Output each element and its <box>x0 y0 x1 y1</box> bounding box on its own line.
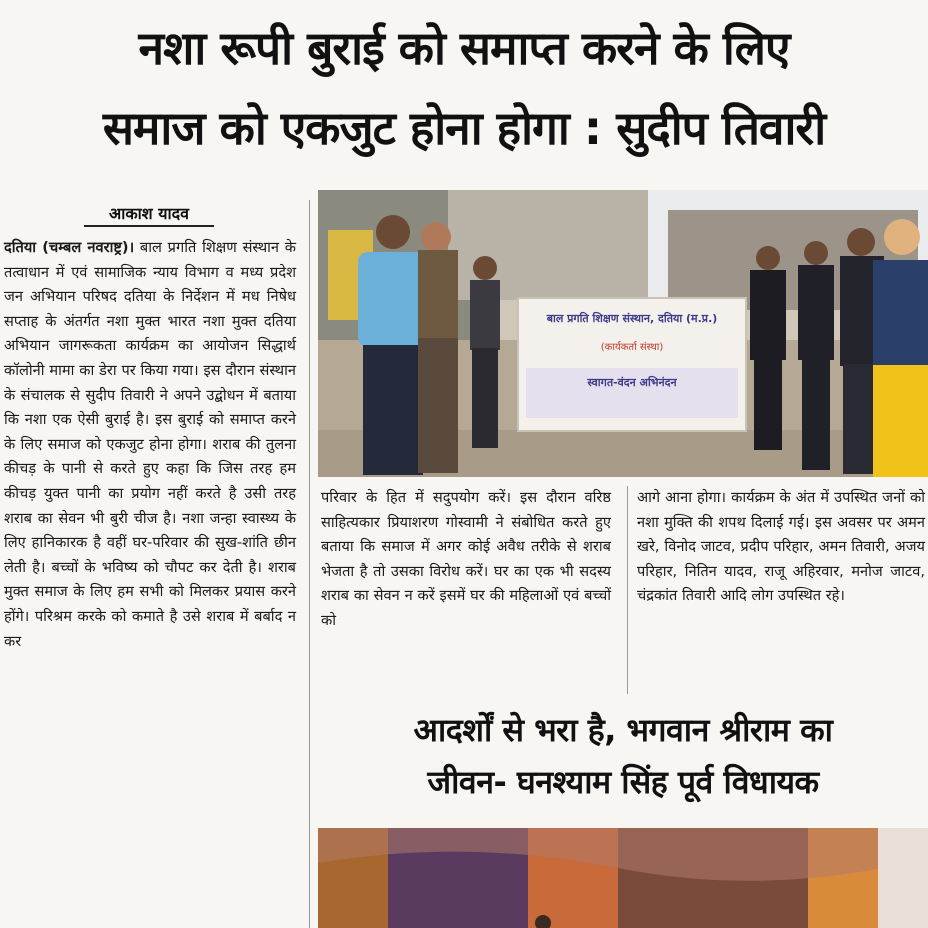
event-photo <box>318 190 928 477</box>
headline-line-2: समाज को एकजुट होना होगा : सुदीप तिवारी <box>102 101 826 155</box>
article-column-1 <box>4 236 296 654</box>
banner-line-1: बाल प्रगति शिक्षण संस्थान, दतिया (म.प्र.) <box>546 312 718 325</box>
banner-line-3: स्वागत-वंदन अभिनंदन <box>587 376 677 389</box>
sub-headline <box>318 704 928 808</box>
article-text-col2: परिवार के हित में सदुपयोग करें। इस दौरान वरिष्ठ साहित्यकार प्रियाशरण गोस्वामी ने संबोधित करते हुए बताया कि समाज में अगर कोई अवैध तरीके से शराब भेजता है तो उसका विरोध करें। घर का एक भी सदस्य शराब का सेवन न करें इसमें घर की महिलाओं एवं बच्चों को <box>321 489 611 629</box>
article-text-col1: बाल प्रगति शिक्षण संस्थान के तत्वाधान में एवं सामाजिक न्याय विभाग व मध्य प्रदेश जन अभियान परिषद दतिया के निर्देशन में मध निषेध सप्ताह के अंतर्गत नशा मुक्त भारत नशा मुक्त दतिया अभियान जागरूकता कार्यक्रम का आयोजन सिद्धार्थ कॉलोनी मामा का डेरा पर किया गया। इस दौरान संस्थान के संचालक से सुदीप तिवारी ने अपने उद्बोधन में बताया कि नशा एक ऐसी बुराई है। इस बुराई को समाप्त करने के लिए समाज को एकजुट होना होगा। शराब की तुलना कीचड़ के पानी से करते हुए कहा कि जिस तरह हम कीचड़ युक्त पानी का प्रयोग नहीं करते है उसी तरह शराब का सेवन भी बुरी चीज है। नशा जन्हा स्वास्थ्य के लिए हानिकारक है वहीं घर-परिवार की सुख-शांति छीन लेती है। बच्चों के भविष्य को चौपट कर देती है। शराब मुक्त समाज के लिए हम सभी को मिलकर प्रयास करने होंगे। परिश्रम करके को कमाते है उसे शराब में बर्बाद न कर <box>4 239 296 650</box>
article-column-3 <box>637 486 925 609</box>
sub-headline-line-1: आदर्शों से भरा है, भगवान श्रीराम का <box>413 711 833 749</box>
second-photo <box>318 828 928 928</box>
column-divider <box>627 486 628 694</box>
column-divider <box>309 200 310 928</box>
headline-line-1: नशा रूपी बुराई को समाप्त करने के लिए <box>138 21 790 75</box>
banner-line-2: (कार्यकर्ता संस्था) <box>600 342 664 353</box>
article-column-2 <box>321 486 611 634</box>
article-text-col3: आगे आना होगा। कार्यक्रम के अंत में उपस्थित जनों को नशा मुक्ति की शपथ दिलाई गई। इस अवसर पर अमन खरे, विनोद जाटव, प्रदीप परिहार, अमन तिवारी, अजय परिहार, नितिन यादव, राजू अहिरवार, मनोज जाटव, चंद्रकांत तिवारी आदि लोग उपस्थित रहे। <box>637 489 925 605</box>
byline: आकाश यादव <box>84 203 214 227</box>
sub-headline-line-2: जीवन- घनश्याम सिंह पूर्व विधायक <box>427 763 819 801</box>
dateline: दतिया (चम्बल नवराष्ट्र)। <box>4 239 135 256</box>
